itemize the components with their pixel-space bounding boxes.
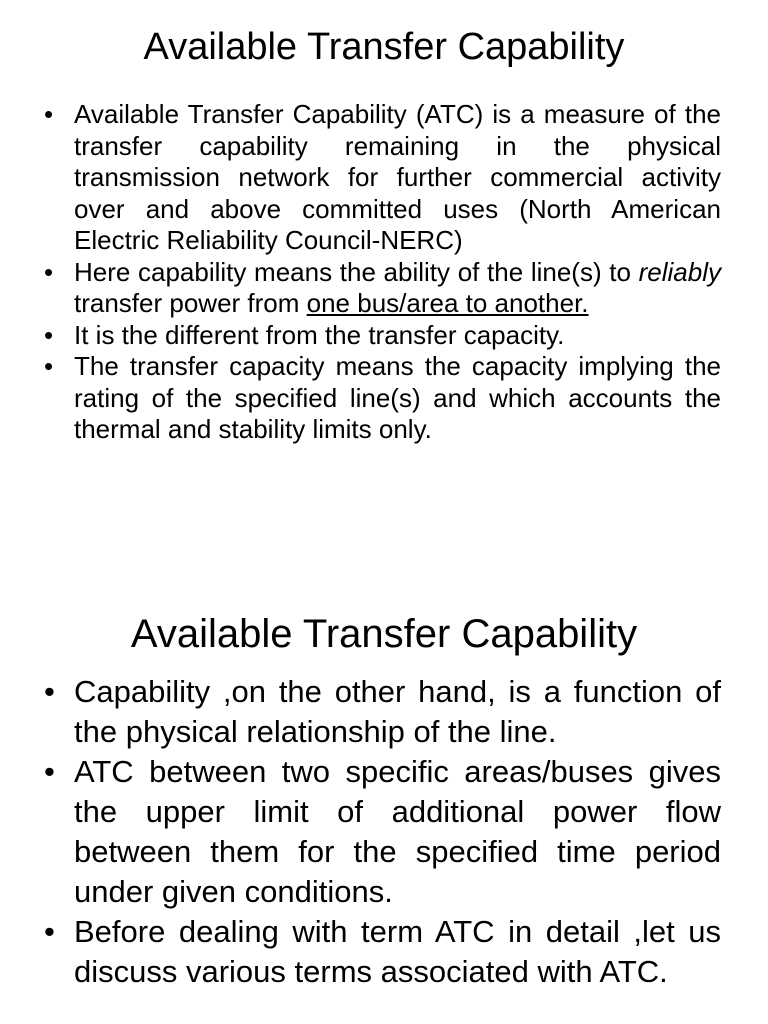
bullet-dot-icon: • xyxy=(44,256,54,287)
slide-2-bullet-3 xyxy=(44,912,721,992)
bullet-dot-icon: • xyxy=(44,914,55,949)
slide-1-bullet-2 xyxy=(44,257,721,320)
bullet-dot-icon: • xyxy=(44,351,54,381)
bullet-text: The transfer capacity means the capacity implying the rating of the specified line(s) and which accounts the thermal and stability limits only. xyxy=(74,351,721,444)
slide-2-bullet-list xyxy=(44,672,721,992)
bullet-dot-icon: • xyxy=(44,99,54,129)
bullet-text-underline: one bus/area to another. xyxy=(306,288,589,318)
bullet-text-mid: transfer power from xyxy=(74,288,307,318)
slide-1-bullet-1 xyxy=(44,99,721,257)
bullet-text: Before dealing with term ATC in detail ,let us discuss various terms associated with ATC. xyxy=(74,914,721,989)
bullet-dot-icon: • xyxy=(44,754,55,789)
slide-1-bullet-3 xyxy=(44,320,721,352)
bullet-dot-icon: • xyxy=(44,674,55,709)
slide-1-bullet-4 xyxy=(44,351,721,446)
slide-1-title: Available Transfer Capability xyxy=(143,26,625,68)
slide-2-bullet-2 xyxy=(44,752,721,912)
bullet-text: ATC between two specific areas/buses gives the upper limit of additional power flow between them for the specified time period under given conditions. xyxy=(74,754,721,909)
bullet-text: Available Transfer Capability (ATC) is a measure of the transfer capability remaining in the physical transmission network for further commercial activity over and above committed uses (North American Electric Reliability Council-NERC) xyxy=(74,99,721,255)
bullet-text-italic: reliably xyxy=(638,256,721,287)
slide-1-bullet-list xyxy=(44,99,721,446)
slide-2-bullet-1 xyxy=(44,672,721,752)
bullet-text-pre: Here capability means the ability of the line(s) to xyxy=(74,256,639,287)
bullet-dot-icon: • xyxy=(44,319,54,350)
bullet-text: It is the different from the transfer capacity. xyxy=(74,319,565,350)
slide-2-title: Available Transfer Capability xyxy=(130,612,638,656)
bullet-text: Capability ,on the other hand, is a function of the physical relationship of the line. xyxy=(74,674,721,749)
